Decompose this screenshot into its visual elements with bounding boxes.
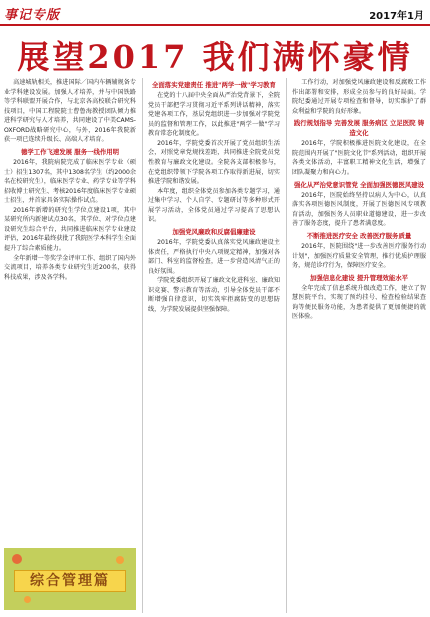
- section-heading: 不断推进医疗安全 改善医疗服务质量: [306, 231, 412, 240]
- paragraph: 2016年，我院病院完成了临床医学专业（硕士）招生1307名，其中1308名学生（约2000余名在校研究生），临床医学专业、药学专业等学科招收博士研究生、考核2016年度临床医学专业硕士招生，并首家具备实际操作试点。: [4, 158, 136, 205]
- banner-title: 综合管理篇: [30, 573, 110, 589]
- paragraph: 全年新增一等奖学金评审工作、组织了国内外交流项目，培养各类专业研究生近200名，获得科技成果，涉及各学科。: [4, 254, 136, 281]
- paragraph: 2016年新增的研究生学位点建设1项，其中某研究所内新建试点30名，其学位、对学位点建设研究生综合平台，共同推进临床医学专业建设评估，2016年最终获批了我院医学本科学生全面提升了综合素质能力。: [4, 206, 136, 253]
- page-headline: 展望2017 我们满怀豪情: [17, 38, 413, 76]
- column-divider: [286, 78, 287, 613]
- paragraph: 高速城轨相关，推进国际／国内车辆辅规备专业学科建设发展。加强人才培养，并与中国铁路等学科联盟开展合作，与北京各高校联合研究科技项目，中国工程院院士曹鲁海教授团队倾力推进科学研究与人才培养，共同建设了中美CAMS-OXFORD战略研究中心，与外，2016年我院新获一项已连续升级长、高端人才培育。: [4, 79, 136, 144]
- paragraph: 全年完成了信息系统升级改造工作，建立了智慧医院平台，实现了预约挂号、检查检验结果查询等便民服务功能，为患者提供了更加便捷的就医体验。: [292, 284, 426, 321]
- section-heading: 德学工作飞速发展 服务一线作用明: [20, 147, 120, 156]
- page-header: [0, 0, 430, 26]
- paragraph: 在党的十八届中央全面从严治党背景下，全院党员干部把学习贯彻习近平系列讲话精神，落实党建各项工作，基层党组织进一步加强对学院党员的监督和管理工作，以此推进"两学一做"学习教育常态化制度化。: [148, 92, 280, 138]
- section-heading: 全面落实党建责任 推进"两学一做"学习教育: [152, 81, 276, 89]
- paragraph: 2016年，医院围绕"进一步改善医疗服务行动计划"，加强医疗质量安全管理，推行优质护理服务，规范诊疗行为，保障医疗安全。: [292, 242, 426, 270]
- header-rule: [0, 24, 430, 26]
- paragraph: 学院党委组织开展了廉政文化进科室、廉政知识竞赛、警示教育等活动，引导全体党员干部不断增强自律意识，切实筑牢拒腐防变的思想防线，为学院发展提供坚强保障。: [148, 277, 280, 313]
- banner-flower-icon: [116, 556, 124, 564]
- paragraph: 本年度，组织全体党员参加各类专题学习，通过集中学习、个人自学、专题研讨等多种形式开展学习活动，全体党员通过学习提高了思想认识。: [148, 187, 280, 224]
- article-column-1: [4, 78, 136, 548]
- banner-flower-icon: [12, 554, 22, 564]
- article-column-2: [148, 78, 280, 613]
- section-heading: 强化从严治党意识管党 全面加强医德医风建设: [293, 180, 425, 189]
- section-banner: [4, 548, 136, 610]
- banner-plaque: [14, 570, 126, 592]
- paragraph: 工作行动，对加强党风廉政建设和反腐败工作作出部署和安排，形成全员参与的良好局面。学院纪委通过开展专项检查和督导，切实维护了群众利益和学院的良好形象。: [292, 79, 426, 115]
- section-heading: 加强党风廉政和反腐倡廉建设: [172, 227, 256, 236]
- section-heading: 加强信息化建设 提升管理效能水平: [309, 273, 409, 282]
- banner-flower-icon: [24, 596, 31, 603]
- issue-date: 2017年1月: [369, 11, 424, 22]
- paragraph: 2016年，学院党委首次开展了党员组织生活会，对照党章党规找差距，共同推进全院党员党性教育与廉政文化建设。全院各支部积极参与，在党组织带领下学院各项工作取得新进展，切实推进学院和谐发展。: [148, 139, 280, 186]
- paragraph: 2016年，医院始终坚持以病人为中心，认真落实各项医德医风制度，开展了医德医风专项教育活动，加强医务人员职业道德建设，进一步改善了服务态度，提升了患者满意度。: [292, 191, 426, 228]
- section-heading: 践行规划指导 完善发展 服务病区 立足医院 铸造文化: [293, 119, 425, 138]
- column-divider: [142, 78, 143, 613]
- paragraph: 2016年，学院积极推进医院文化建设，在全院范围内开展了"医院文化节"系列活动，组织开展各类文体活动，丰富职工精神文化生活，增强了团队凝聚力和向心力。: [292, 140, 426, 177]
- paragraph: 2016年，学院党委认真落实党风廉政建设主体责任，严格执行中央八项规定精神，加强对各部门、科室的监督检查，进一步营造风清气正的良好氛围。: [148, 238, 280, 275]
- column-logo: 事记专版: [4, 8, 61, 23]
- article-column-3: [292, 78, 426, 613]
